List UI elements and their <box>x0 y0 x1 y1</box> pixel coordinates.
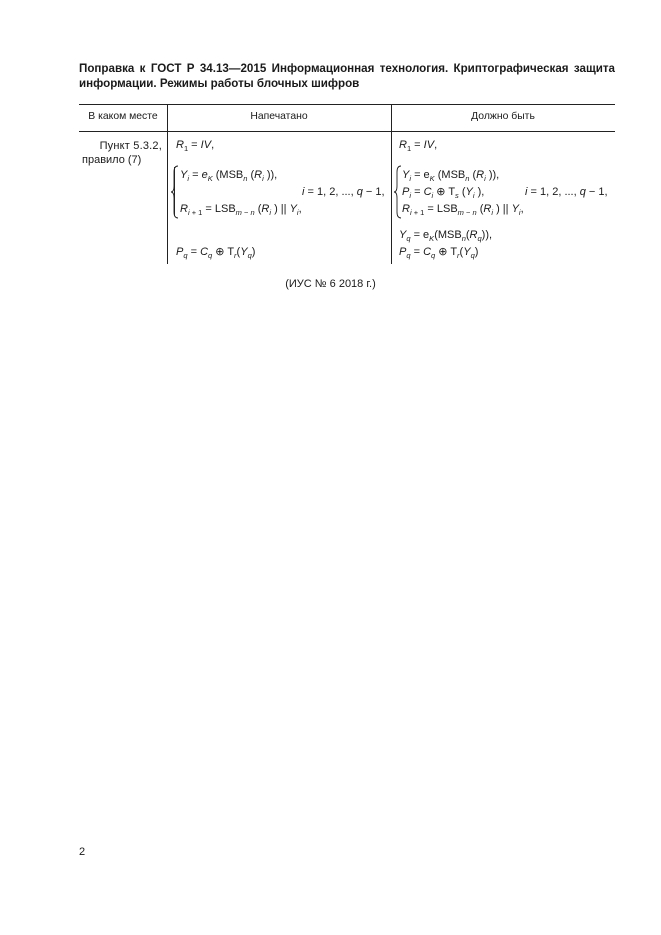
document-title <box>79 61 615 91</box>
header-correct: Должно быть <box>471 111 535 122</box>
location-cell <box>82 139 162 167</box>
correct-pi-formula: $P_i = C_i$ ⊕ $T_s$ ($Y_i$ ), <box>402 186 485 200</box>
location-line-1: Пункт 5.3.2, <box>99 140 162 152</box>
correct-yi-formula: $Y_i = e_K$ ($MSB_n$ ($R_i$ )), <box>402 169 500 183</box>
title-line-2: информации. Режимы работы блочных шифров <box>79 77 360 90</box>
table-top-rule <box>79 104 615 105</box>
printed-brace-shape <box>170 164 180 220</box>
printed-ri-formula: $R_{i + 1} = LSB_{m - n}$ ($R_i$ ) || $Y_i$, <box>180 203 302 217</box>
correct-pq-formula: $P_q = C_q$ ⊕ $T_r(Y_q)$ <box>399 246 479 260</box>
printed-yi-formula: $Y_i = e_K$ ($MSB_n$ ($R_i$ )), <box>180 169 278 183</box>
table-col-divider-2 <box>391 104 392 264</box>
correct-r1-formula: $R_1$ = IV, <box>399 139 438 153</box>
publication-note: (ИУС № 6 2018 г.) <box>285 278 376 290</box>
correct-ri-formula: $R_{i + 1} = LSB_{m - n}$ ($R_i$ ) || $Y_i$, <box>402 203 524 217</box>
title-line-1: Поправка к ГОСТ Р 34.13—2015 Информационная технология. Криптографическая защита <box>79 62 615 75</box>
header-printed: Напечатано <box>250 111 308 122</box>
header-location: В каком месте <box>88 111 158 122</box>
printed-pq-formula: $P_q = C_q$ ⊕ $T_r(Y_q)$ <box>176 246 256 260</box>
table-header-rule <box>79 131 615 132</box>
correct-yq-formula: $Y_q = e_K(MSB_n(R_q))$, <box>399 229 493 243</box>
location-line-2: правило (7) <box>82 154 142 166</box>
printed-range: i = 1, 2, ..., q − 1, <box>302 186 385 198</box>
correct-range: i = 1, 2, ..., q − 1, <box>525 186 608 198</box>
page-number: 2 <box>79 846 86 858</box>
table-col-divider-1 <box>167 104 168 264</box>
printed-r1-formula: $R_1$ = IV, <box>176 139 215 153</box>
